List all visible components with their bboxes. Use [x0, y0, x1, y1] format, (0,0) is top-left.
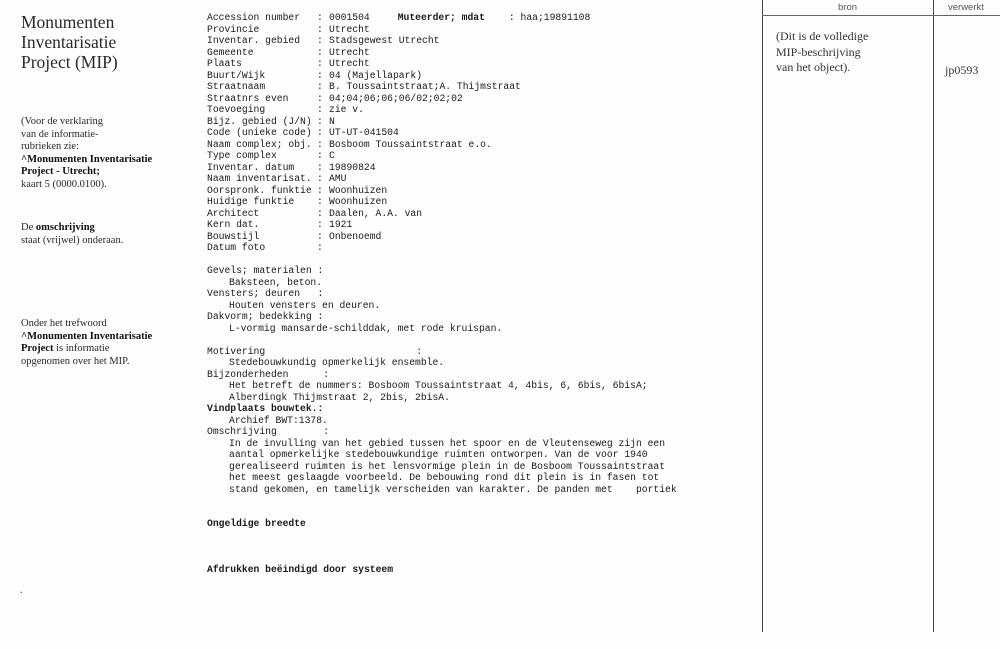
bron-line: MIP-beschrijving [776, 44, 861, 59]
field-value: Utrecht [329, 23, 370, 35]
record-field: Accession number : 0001504 Muteerder; mdat : haa;19891108 [207, 12, 591, 23]
field-label: Inventar. gebied [207, 35, 301, 46]
bron-text [776, 29, 926, 76]
column-divider [762, 0, 763, 632]
record-field: Gemeente : Utrecht [207, 46, 370, 58]
mip-title-line-3: Project (MIP) [21, 52, 118, 72]
bijzonderheden-line: Het betreft de nummers: Bosboom Toussaintstraat 4, 4bis, 6, 6bis, 6bisA; [229, 380, 648, 391]
omschrijving-line: het meest geslaagde voorbeeld. De bebouwing rond dit plein is in fasen tot [229, 472, 660, 483]
field-label: Straatnrs even [207, 92, 289, 104]
record-field: Buurt/Wijk : 04 (Majellapark) [207, 69, 423, 81]
bron-line: (Dit is de volledige [776, 29, 869, 43]
field-value: N [329, 115, 335, 127]
record-field: Bijz. gebied (J/N) : N [207, 115, 335, 127]
field-label: Bouwstijl [207, 230, 260, 242]
vensters-title: Vensters; deuren : [207, 288, 324, 299]
bron-header: bron [838, 2, 858, 13]
omschrijving-line: aantal opmerkelijke stedebouwkundige ruimten ontworpen. Van de voor 1940 [229, 449, 648, 460]
record-field: Toevoeging : zie v. [207, 104, 364, 115]
gevels-body: Baksteen, beton. [229, 276, 323, 288]
field-label: Provincie [207, 23, 260, 35]
field-label: Plaats [207, 58, 242, 69]
field-value: Utrecht [329, 46, 370, 58]
note-bold: ^Monumenten Inventarisatie [21, 153, 153, 165]
field-value: Bosboom Toussaintstraat e.o. [329, 138, 492, 150]
field-label: Inventar. datum [207, 161, 295, 173]
vindplaats-title: Vindplaats bouwtek.: [207, 403, 324, 414]
field-value: Woonhuizen [329, 196, 388, 207]
record-field: Plaats : Utrecht [207, 58, 370, 69]
field-value: 1921 [329, 219, 353, 230]
field-value: Woonhuizen [329, 184, 388, 196]
left-margin [21, 12, 181, 367]
column-divider [933, 0, 934, 632]
record-field: Code (unieke code) : UT-UT-041504 [207, 127, 399, 138]
note-bold: omschrijving [35, 222, 95, 233]
record-field: Naam inventarisat. : AMU [207, 173, 347, 184]
note-line: rubrieken zie: [21, 141, 80, 153]
field-value: 0001504 [329, 12, 370, 23]
muteerder-value: : haa;19891108 [508, 12, 591, 23]
omschrijving-note [21, 222, 186, 247]
note-line: (Voor de verklaring [21, 116, 104, 127]
mip-record [207, 12, 762, 576]
field-value: Onbenoemd [329, 230, 382, 242]
field-value: B. Toussaintstraat;A. Thijmstraat [329, 81, 521, 92]
field-label: Bijz. gebied (J/N) [207, 115, 312, 127]
bijzonderheden-title: Bijzonderheden : [207, 368, 330, 380]
field-label: Datum foto [207, 242, 266, 253]
field-value: C [329, 150, 335, 161]
field-value: Utrecht [329, 58, 370, 69]
record-field: Datum foto : [207, 242, 323, 253]
field-label: Huidige funktie [207, 196, 295, 207]
dakvorm-title: Dakvorm; bedekking : [207, 311, 324, 322]
field-label: Type complex [207, 150, 277, 161]
gevels-title: Gevels; materialen : [207, 265, 324, 276]
record-field: Kern dat. : 1921 [207, 219, 353, 230]
field-value: zie v. [329, 104, 364, 115]
field-value: UT-UT-041504 [329, 127, 399, 138]
explanation-note [21, 116, 186, 192]
header-divider [762, 15, 1000, 16]
note-text: De [21, 222, 36, 233]
note-line: van de informatie- [21, 128, 99, 140]
mip-title-line-1: Monumenten [21, 12, 115, 32]
field-value: Daalen, A.A. van [329, 207, 423, 219]
bron-line: van het object). [776, 60, 851, 74]
field-label: Gemeente [207, 46, 254, 58]
record-field: Provincie : Utrecht [207, 23, 370, 35]
record-field: Architect : Daalen, A.A. van [207, 207, 423, 219]
verwerkt-code: jp0593 [945, 63, 979, 77]
field-value: AMU [329, 173, 347, 184]
bijzonderheden-line: Alberdingk Thijmstraat 2, 2bis, 2bisA. [229, 391, 450, 403]
trefwoord-note [21, 318, 186, 368]
note-line: opgenomen over het MIP. [21, 355, 130, 367]
record-field: Naam complex; obj. : Bosboom Toussaintstraat e.o. [207, 138, 492, 150]
omschrijving-title: Omschrijving : [207, 426, 330, 437]
vensters-body: Houten vensters en deuren. [229, 299, 381, 311]
omschrijving-line: gerealiseerd ruimten is het lensvormige plein in de Bosboom Toussaintstraat [229, 460, 666, 472]
note-bold: Project [21, 343, 54, 355]
note-line: Onder het trefwoord [21, 318, 107, 329]
field-value: 19890824 [329, 161, 376, 173]
field-label: Kern dat. [207, 219, 260, 230]
record-field: Inventar. gebied : Stadsgewest Utrecht [207, 35, 440, 46]
note-bold: Project - Utrecht; [21, 166, 100, 178]
dakvorm-body: L-vormig mansarde-schilddak, met rode kruispan. [229, 322, 503, 334]
field-label: Buurt/Wijk [207, 69, 266, 81]
record-field: Type complex : C [207, 150, 335, 161]
record-field: Straatnrs even : 04;04;06;06;06/02;02;02 [207, 92, 463, 104]
ongeldige-breedte: Ongeldige breedte [207, 518, 306, 529]
field-label: Naam inventarisat. [207, 173, 312, 184]
field-value: 04 (Majellapark) [329, 69, 423, 81]
verwerkt-header: verwerkt [948, 2, 984, 13]
field-label: Accession number [207, 12, 301, 23]
record-field: Oorspronk. funktie : Woonhuizen [207, 184, 388, 196]
omschrijving-line: stand gekomen, en tamelijk verscheiden van karakter. De panden met portiek [229, 483, 677, 495]
note-bold: ^Monumenten Inventarisatie [21, 330, 153, 342]
field-label: Naam complex; obj. [207, 138, 312, 150]
record-field: Straatnaam : B. Toussaintstraat;A. Thijmstraat [207, 81, 521, 92]
motivering-title: Motivering : [207, 345, 423, 357]
field-label: Architect [207, 207, 260, 219]
muteerder-label: Muteerder; mdat [397, 12, 485, 23]
note-text: is informatie [53, 343, 110, 355]
mip-title-line-2: Inventarisatie [21, 32, 117, 52]
field-label: Code (unieke code) [207, 127, 312, 138]
field-value: Stadsgewest Utrecht [329, 35, 440, 46]
record-field: Inventar. datum : 19890824 [207, 161, 376, 173]
motivering-body: Stedebouwkundig opmerkelijk ensemble. [229, 357, 445, 368]
field-value: 04;04;06;06;06/02;02;02 [329, 92, 463, 104]
field-label: Toevoeging [207, 104, 266, 115]
record-field: Bouwstijl : Onbenoemd [207, 230, 382, 242]
stray-dot: . [20, 585, 23, 596]
note-line: staat (vrijwel) onderaan. [21, 234, 124, 246]
field-label: Oorspronk. funktie [207, 184, 312, 196]
field-label: Straatnaam [207, 81, 266, 92]
note-line: kaart 5 (0000.0100). [21, 178, 107, 190]
vindplaats-body: Archief BWT:1378. [229, 414, 328, 426]
omschrijving-line: In de invulling van het gebied tussen het spoor en de Vleutenseweg zijn een [229, 437, 666, 449]
afdrukken-status: Afdrukken beëindigd door systeem [207, 564, 394, 575]
record-field: Huidige funktie : Woonhuizen [207, 196, 388, 207]
